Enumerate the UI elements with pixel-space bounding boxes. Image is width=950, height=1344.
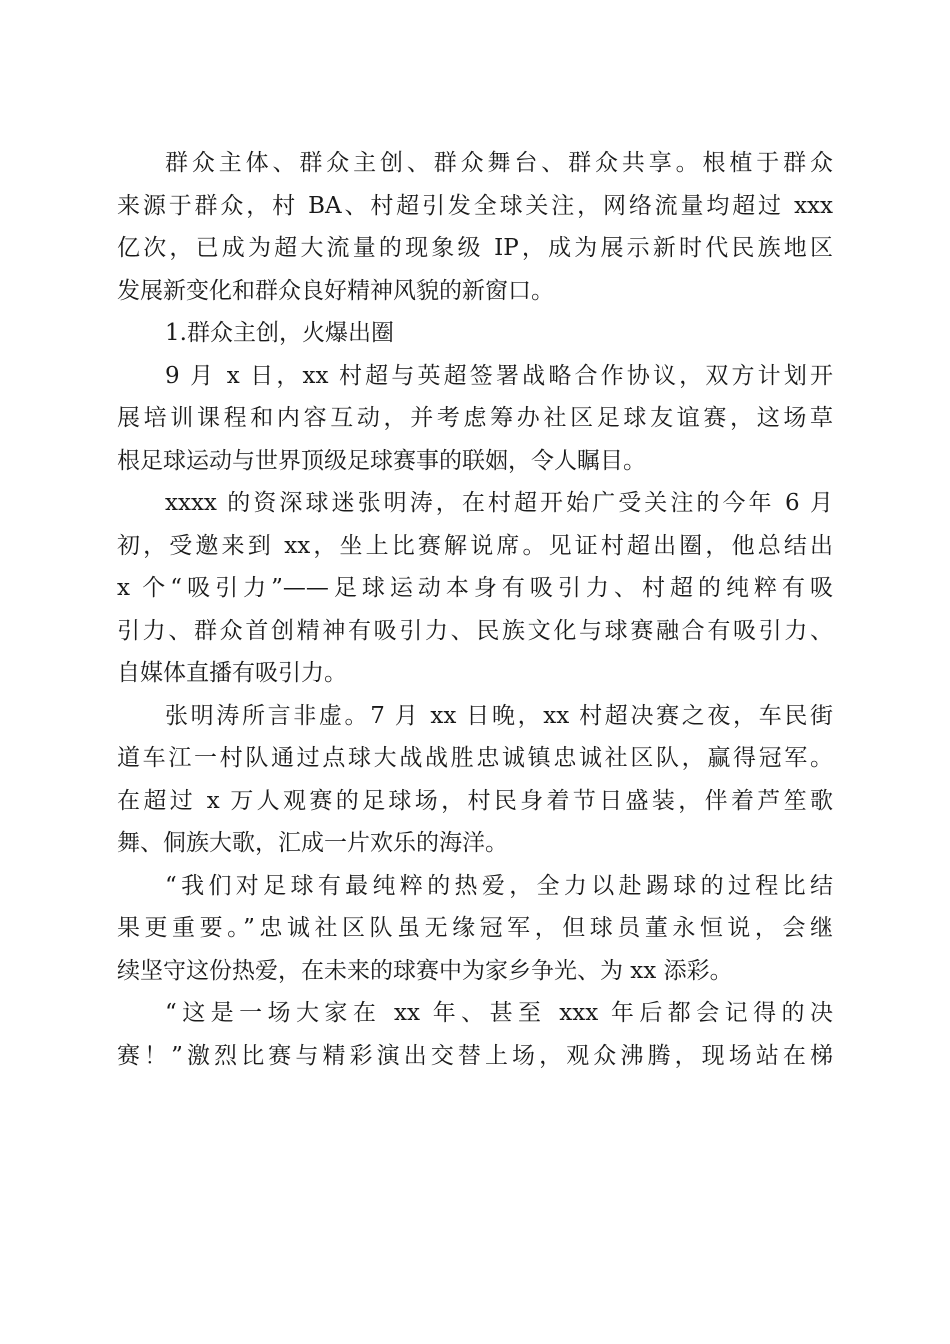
paragraph-5 bbox=[117, 865, 833, 993]
text-line: 发展新变化和群众良好精神风貌的新窗口。 bbox=[117, 277, 554, 304]
text-line: 1.群众主创，火爆出圈 bbox=[165, 320, 394, 346]
text-line: 群众主体、群众主创、群众舞台、群众共享。根植于群众 bbox=[165, 150, 833, 176]
text-line: 道车江一村队通过点球大战战胜忠诚镇忠诚社区队，赢得冠军。 bbox=[117, 745, 833, 771]
text-line: 引力、群众首创精神有吸引力、民族文化与球赛融合有吸引力、 bbox=[117, 617, 833, 644]
text-line: 赛！”激烈比赛与精彩演出交替上场，观众沸腾，现场站在梯 bbox=[117, 1042, 833, 1069]
text-line: x 个“吸引力”——足球运动本身有吸引力、村超的纯粹有吸 bbox=[117, 575, 833, 601]
text-line: 在超过 x 万人观赛的足球场，村民身着节日盛装，伴着芦笙歌 bbox=[117, 787, 833, 814]
text-line: 初，受邀来到 xx，坐上比赛解说席。见证村超出圈，他总结出 bbox=[117, 532, 833, 559]
text-line: 9 月 x 日，xx 村超与英超签署战略合作协议，双方计划开 bbox=[165, 362, 833, 389]
text-line: 亿次，已成为超大流量的现象级 IP，成为展示新时代民族地区 bbox=[117, 235, 833, 261]
text-line: “我们对足球有最纯粹的热爱，全力以赴踢球的过程比结 bbox=[165, 872, 833, 899]
paragraph-6 bbox=[117, 992, 833, 1077]
document-body bbox=[117, 142, 833, 1077]
text-line: 来源于群众，村 BA、村超引发全球关注，网络流量均超过 xxx bbox=[117, 192, 833, 219]
text-line: 自媒体直播有吸引力。 bbox=[117, 660, 347, 686]
paragraph-1 bbox=[117, 142, 833, 312]
text-line: xxxx 的资深球迷张明涛，在村超开始广受关注的今年 6 月 bbox=[165, 490, 833, 516]
paragraph-4 bbox=[117, 695, 833, 865]
text-line: “这是一场大家在 xx 年、甚至 xxx 年后都会记得的决 bbox=[165, 1000, 833, 1026]
text-line: 果更重要。”忠诚社区队虽无缘冠军，但球员董永恒说，会继 bbox=[117, 915, 833, 941]
paragraph-2 bbox=[117, 355, 833, 483]
paragraph-3 bbox=[117, 482, 833, 695]
text-line: 舞、侗族大歌，汇成一片欢乐的海洋。 bbox=[117, 830, 508, 856]
text-line: 张明涛所言非虚。7 月 xx 日晚，xx 村超决赛之夜，车民街 bbox=[165, 702, 833, 729]
section-heading bbox=[117, 312, 833, 355]
text-line: 展培训课程和内容互动，并考虑筹办社区足球友谊赛，这场草 bbox=[117, 405, 833, 431]
text-line: 根足球运动与世界顶级足球赛事的联姻，令人瞩目。 bbox=[117, 447, 646, 474]
text-line: 续坚守这份热爱，在未来的球赛中为家乡争光、为 xx 添彩。 bbox=[117, 957, 733, 984]
